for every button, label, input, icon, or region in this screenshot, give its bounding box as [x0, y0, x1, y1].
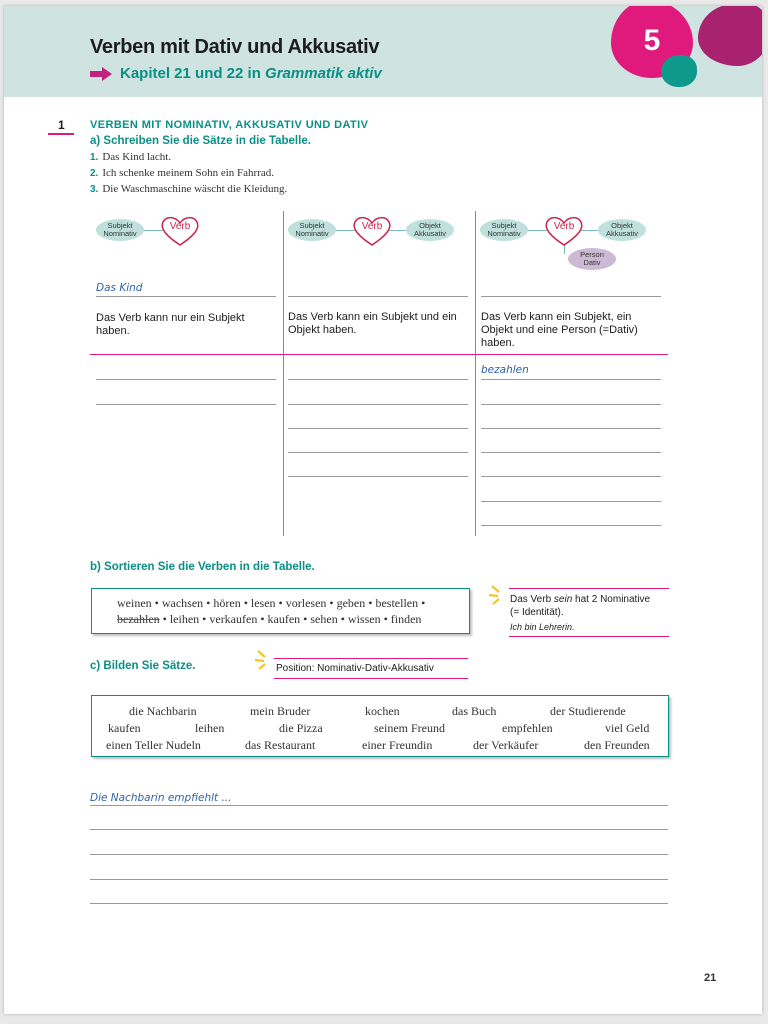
writing-line[interactable]	[90, 854, 668, 855]
exercise-number: 1	[58, 118, 65, 132]
decor-blob-purple	[698, 6, 762, 66]
col1-description: Das Verb kann nur ein Subjekt haben.	[96, 312, 245, 337]
sentence-3-text: Die Waschmaschine wäscht die Kleidung.	[102, 183, 288, 195]
sentence-1	[90, 151, 171, 163]
note-line-1-italic: sein	[553, 594, 573, 605]
decor-blob-teal	[661, 55, 697, 87]
answer-line[interactable]	[481, 452, 661, 453]
answer-line[interactable]	[481, 379, 661, 380]
objekt-akkusativ-oval	[598, 219, 646, 241]
col2-description: Das Verb kann ein Subjekt und ein Objekt haben.	[288, 311, 457, 336]
answer-line[interactable]	[288, 296, 468, 297]
exercise-heading: VERBEN MIT NOMINATIV, AKKUSATIV UND DATIV	[90, 119, 369, 131]
table-divider-2	[475, 211, 476, 536]
chapter-number: 5	[643, 24, 661, 57]
writing-line[interactable]	[90, 903, 668, 904]
answer-line[interactable]	[288, 428, 468, 429]
answer-line[interactable]	[481, 404, 661, 405]
note-line-2: (= Identität).	[510, 607, 564, 618]
chapter-reference-prefix: Kapitel 21 und 22 in	[120, 65, 266, 82]
table-pink-rule	[90, 354, 668, 355]
word-item: empfehlen	[502, 721, 553, 735]
verb-list-line-1: weinen • wachsen • hören • lesen • vorlesen • geben • bestellen •	[117, 596, 426, 610]
verb-list-line-2-rest: • leihen • verkaufen • kaufen • sehen • wissen • finden	[159, 612, 422, 626]
answer-line[interactable]	[96, 404, 276, 405]
sentence-2	[90, 167, 274, 179]
word-item: kochen	[365, 704, 400, 718]
task-c-instruction: c) Bilden Sie Sätze.	[90, 660, 196, 672]
subjekt-nominativ-oval	[288, 219, 336, 241]
answer-line[interactable]	[481, 296, 661, 297]
verb-list-line-2	[117, 612, 421, 627]
objekt-akkusativ-label: Objekt Akkusativ	[605, 221, 639, 238]
note-line-1-a: Das Verb	[510, 594, 554, 605]
word-item: der Verkäufer	[473, 738, 539, 752]
answer-line[interactable]	[481, 501, 661, 502]
answer-col3-handwritten: bezahlen	[481, 364, 529, 376]
position-note: Position: Nominativ-Dativ-Akkusativ	[276, 663, 434, 674]
sentence-1-number: 1.	[90, 152, 99, 163]
sentence-1-text: Das Kind lacht.	[102, 151, 172, 163]
subjekt-nominativ-label: Subjekt Nominativ	[103, 221, 137, 238]
word-item: leihen	[195, 721, 225, 735]
arrow-right-icon	[90, 67, 112, 81]
answer-line[interactable]	[481, 476, 661, 477]
answer-line[interactable]	[288, 476, 468, 477]
verb-label: Verb	[553, 221, 575, 232]
word-box	[91, 695, 669, 757]
note-line-1	[510, 594, 650, 605]
struck-verb: bezahlen	[117, 612, 160, 626]
table-divider-1	[283, 211, 284, 536]
note-top-rule	[509, 588, 669, 589]
note-example: Ich bin Lehrerin.	[510, 622, 575, 632]
task-b-instruction: b) Sortieren Sie die Verben in die Tabelle.	[90, 561, 315, 573]
verb-list-box	[91, 588, 470, 634]
sentence-3-number: 3.	[90, 184, 99, 195]
person-dativ-oval	[568, 248, 616, 270]
word-item: den Freunden	[584, 738, 650, 752]
word-item: die Pizza	[279, 721, 323, 735]
subjekt-nominativ-label: Subjekt Nominativ	[487, 221, 521, 238]
verb-label: Verb	[169, 221, 191, 232]
writing-line[interactable]	[90, 805, 668, 806]
word-item: viel Geld	[605, 721, 650, 735]
subjekt-nominativ-oval	[96, 219, 144, 241]
chapter-reference	[120, 65, 382, 82]
word-item: das Buch	[452, 704, 497, 718]
position-note-bottom-rule	[274, 678, 468, 679]
chapter-title: Verben mit Dativ und Akkusativ	[90, 36, 380, 58]
answer-line[interactable]	[481, 525, 661, 526]
note-bottom-rule	[509, 636, 669, 637]
sentence-2-number: 2.	[90, 168, 99, 179]
chapter-reference-book: Grammatik aktiv	[265, 65, 382, 82]
task-a-instruction: a) Schreiben Sie die Sätze in die Tabelle.	[90, 135, 311, 147]
person-dativ-label: Person Dativ	[580, 250, 604, 267]
word-item: kaufen	[108, 721, 141, 735]
answer-line[interactable]	[481, 428, 661, 429]
objekt-akkusativ-oval	[406, 219, 454, 241]
note-line-1-b: hat 2 Nominative	[572, 594, 651, 605]
subjekt-nominativ-label: Subjekt Nominativ	[295, 221, 329, 238]
exercise-number-underline	[48, 133, 74, 135]
page-number: 21	[704, 972, 717, 984]
writing-line[interactable]	[90, 879, 668, 880]
answer-line[interactable]	[96, 296, 276, 297]
objekt-akkusativ-label: Objekt Akkusativ	[413, 221, 447, 238]
subjekt-nominativ-oval	[480, 219, 528, 241]
word-item: einer Freundin	[362, 738, 433, 752]
sentence-2-text: Ich schenke meinem Sohn ein Fahrrad.	[102, 167, 275, 179]
verb-label: Verb	[361, 221, 383, 232]
answer-start-handwritten: Die Nachbarin empfiehlt ...	[90, 792, 232, 804]
position-note-top-rule	[274, 658, 468, 659]
word-item: der Studierende	[550, 704, 626, 718]
answer-line[interactable]	[288, 379, 468, 380]
word-item: mein Bruder	[250, 704, 311, 718]
workbook-page	[4, 6, 762, 1014]
attention-rays-icon	[488, 583, 510, 605]
answer-line[interactable]	[288, 452, 468, 453]
answer-col1-handwritten: Das Kind	[96, 282, 143, 294]
answer-line[interactable]	[288, 404, 468, 405]
word-item: seinem Freund	[374, 721, 445, 735]
writing-line[interactable]	[90, 829, 668, 830]
attention-rays-icon	[254, 648, 276, 670]
sentence-3	[90, 183, 287, 195]
answer-line[interactable]	[96, 379, 276, 380]
word-item: einen Teller Nudeln	[106, 738, 201, 752]
word-item: das Restaurant	[245, 738, 316, 752]
col3-description: Das Verb kann ein Subjekt, ein Objekt und eine Person (=Dativ) haben.	[481, 311, 638, 349]
word-item: die Nachbarin	[129, 704, 197, 718]
